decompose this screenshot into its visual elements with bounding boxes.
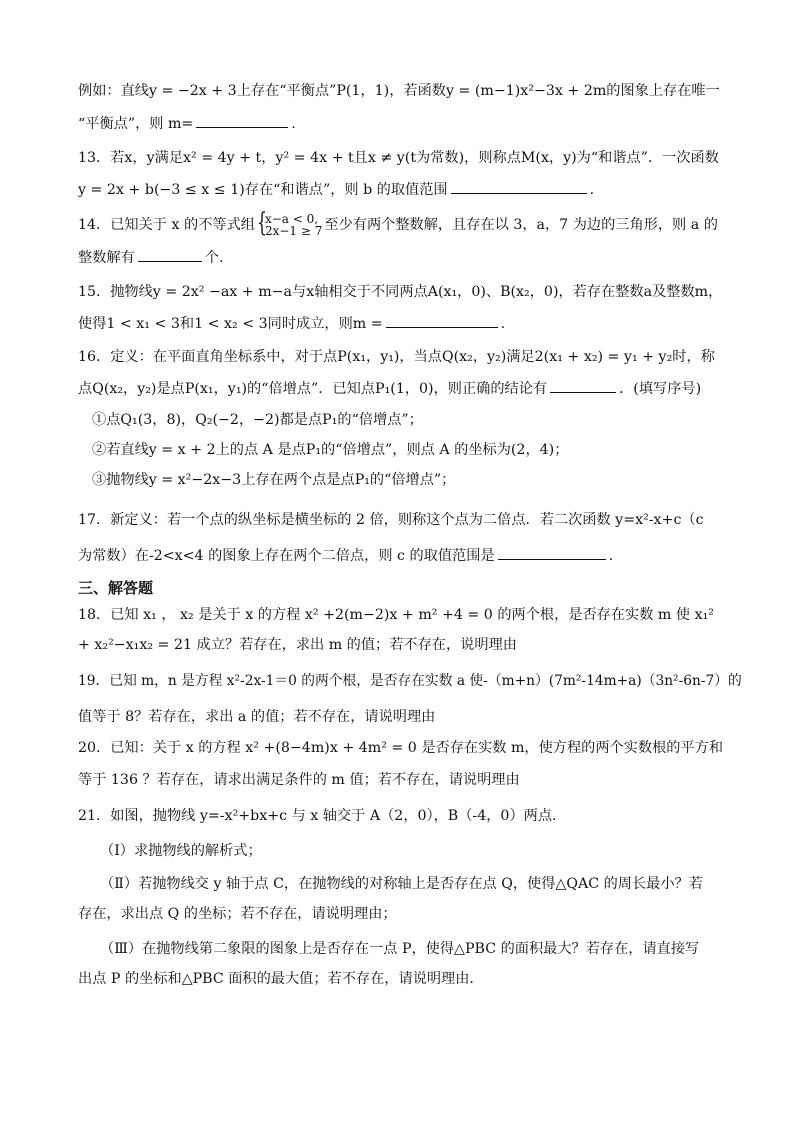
inequality-system bbox=[257, 213, 322, 237]
question-18-line-2: + x₂²−x₁x₂ = 21 成立？若存在，求出 m 的值；若不存在，说明理由 bbox=[78, 637, 517, 653]
question-14-line-2 bbox=[78, 247, 223, 269]
question-16-option-1: ①点Q₁(3，8)，Q₂(−2，−2)都是点P₁的“倍增点”； bbox=[92, 412, 423, 428]
question-16-suffix: ．(填写序号) bbox=[619, 381, 702, 397]
question-21-part-2-cont: 存在，求出点 Q 的坐标；若不存在，请说明理由； bbox=[78, 906, 397, 922]
question-13-line-2 bbox=[78, 179, 594, 201]
question-17-text: 为常数）在-2<x<4 的图象上存在两个二倍点，则 c 的取值范围是 bbox=[78, 548, 495, 564]
question-18-line-1: 18．已知 x₁ ， x₂ 是关于 x 的方程 x² +2(m−2)x + m² +4 = 0 的两个根，是否存在实数 m 使 x₁² bbox=[78, 607, 714, 623]
question-19-line-1: 19．已知 m，n 是方程 x²-2x-1＝0 的两个根，是否存在实数 a 使-（m+n）(7m²-14m+a)（3n²-6n-7）的 bbox=[78, 673, 742, 689]
question-16-option-3: ③抛物线y = x²−2x−3上存在两个点是点P₁的“倍增点”； bbox=[92, 472, 456, 488]
question-14-line-1 bbox=[78, 213, 718, 237]
answer-blank[interactable] bbox=[451, 179, 587, 194]
question-13-text: y = 2x + b(−3 ≤ x ≤ 1)存在“和谐点”，则 b 的取值范围 bbox=[78, 182, 448, 198]
question-15-text: 使得1 < x₁ < 3和1 < x₂ < 3同时成立，则m = bbox=[78, 316, 383, 332]
question-15-line-1: 15．抛物线y = 2x² −ax + m−a与x轴相交于不同两点A(x₁，0)、B(x₂，0)，若存在整数a及整数m， bbox=[78, 284, 723, 300]
question-20-line-1: 20．已知：关于 x 的方程 x² +(8−4m)x + 4m² = 0 是否存在实数 m，使方程的两个实数根的平方和 bbox=[78, 740, 724, 756]
inequality-1: { x−a < 0, bbox=[264, 212, 319, 226]
answer-blank[interactable] bbox=[196, 113, 288, 128]
section-heading: 三、解答题 bbox=[78, 579, 154, 597]
question-19-line-2: 值等于 8？若存在，求出 a 的值；若不存在，请说明理由 bbox=[78, 709, 436, 725]
question-21-part-2: （Ⅱ）若抛物线交 y 轴于点 C，在抛物线的对称轴上是否存在点 Q，使得△QAC 的周长最小？若 bbox=[100, 876, 703, 892]
question-13-line-1: 13．若x，y满足x² = 4y + t，y² = 4x + t且x ≠ y(t为常数)，则称点M(x，y)为“和谐点”．一次函数 bbox=[78, 150, 719, 166]
question-14-text: 14．已知关于 x 的不等式组 bbox=[78, 217, 255, 233]
question-14-suffix: 个. bbox=[204, 250, 224, 266]
example-line-2 bbox=[78, 113, 296, 135]
question-21-part-3: （Ⅲ）在抛物线第二象限的图象上是否存在一点 P，使得△PBC 的面积最大？若存在，请直接写 bbox=[100, 941, 700, 957]
question-14-text-2: 至少有两个整数解，且存在以 3，a，7 为边的三角形，则 a 的 bbox=[324, 217, 718, 233]
period: . bbox=[291, 116, 296, 132]
answer-blank[interactable] bbox=[498, 545, 606, 560]
question-15-line-2 bbox=[78, 313, 505, 335]
question-17-line-1: 17．新定义：若一个点的纵坐标是横坐标的 2 倍，则称这个点为二倍点．若二次函数 y=x²-x+c（c bbox=[78, 512, 704, 528]
answer-blank[interactable] bbox=[386, 313, 498, 328]
question-16-text: 点Q(x₂，y₂)是点P(x₁，y₁)的“倍增点”．已知点P₁(1，0)，则正确的结论有 bbox=[78, 381, 548, 397]
example-text: “平衡点”，则 m= bbox=[78, 116, 194, 132]
question-14-text-3: 整数解有 bbox=[78, 250, 135, 266]
question-16-line-2 bbox=[78, 378, 701, 400]
example-line-1: 例如：直线y = −2x + 3上存在“平衡点”P(1，1)，若函数y = (m−1)x²−3x + 2m的图象上存在唯一 bbox=[78, 83, 720, 99]
question-20-line-2: 等于 136 ？若存在，请求出满足条件的 m 值；若不存在，请说明理由 bbox=[78, 772, 520, 788]
period: . bbox=[500, 316, 506, 332]
inequality-2: 2x−1 ≥ 7 bbox=[264, 224, 323, 238]
question-21-part-3-cont: 出点 P 的坐标和△PBC 面积的最大值；若不存在，请说明理由． bbox=[78, 971, 484, 987]
answer-blank[interactable] bbox=[550, 378, 616, 393]
question-21-part-1: （Ⅰ）求抛物线的解析式； bbox=[100, 843, 262, 859]
question-16-option-2: ②若直线y = x + 2上的点 A 是点P₁的“倍增点”，则点 A 的坐标为(2，4)； bbox=[92, 442, 569, 458]
period: . bbox=[589, 182, 595, 198]
period: . bbox=[608, 548, 614, 564]
question-16-line-1: 16．定义：在平面直角坐标系中，对于点P(x₁，y₁)，当点Q(x₂，y₂)满足2(x₁ + x₂) = y₁ + y₂时，称 bbox=[78, 349, 715, 365]
answer-blank[interactable] bbox=[138, 247, 202, 262]
question-21-line-1: 21．如图，抛物线 y=-x²+bx+c 与 x 轴交于 A（2，0），B（-4，0）两点． bbox=[78, 808, 567, 824]
question-17-line-2 bbox=[78, 545, 613, 567]
